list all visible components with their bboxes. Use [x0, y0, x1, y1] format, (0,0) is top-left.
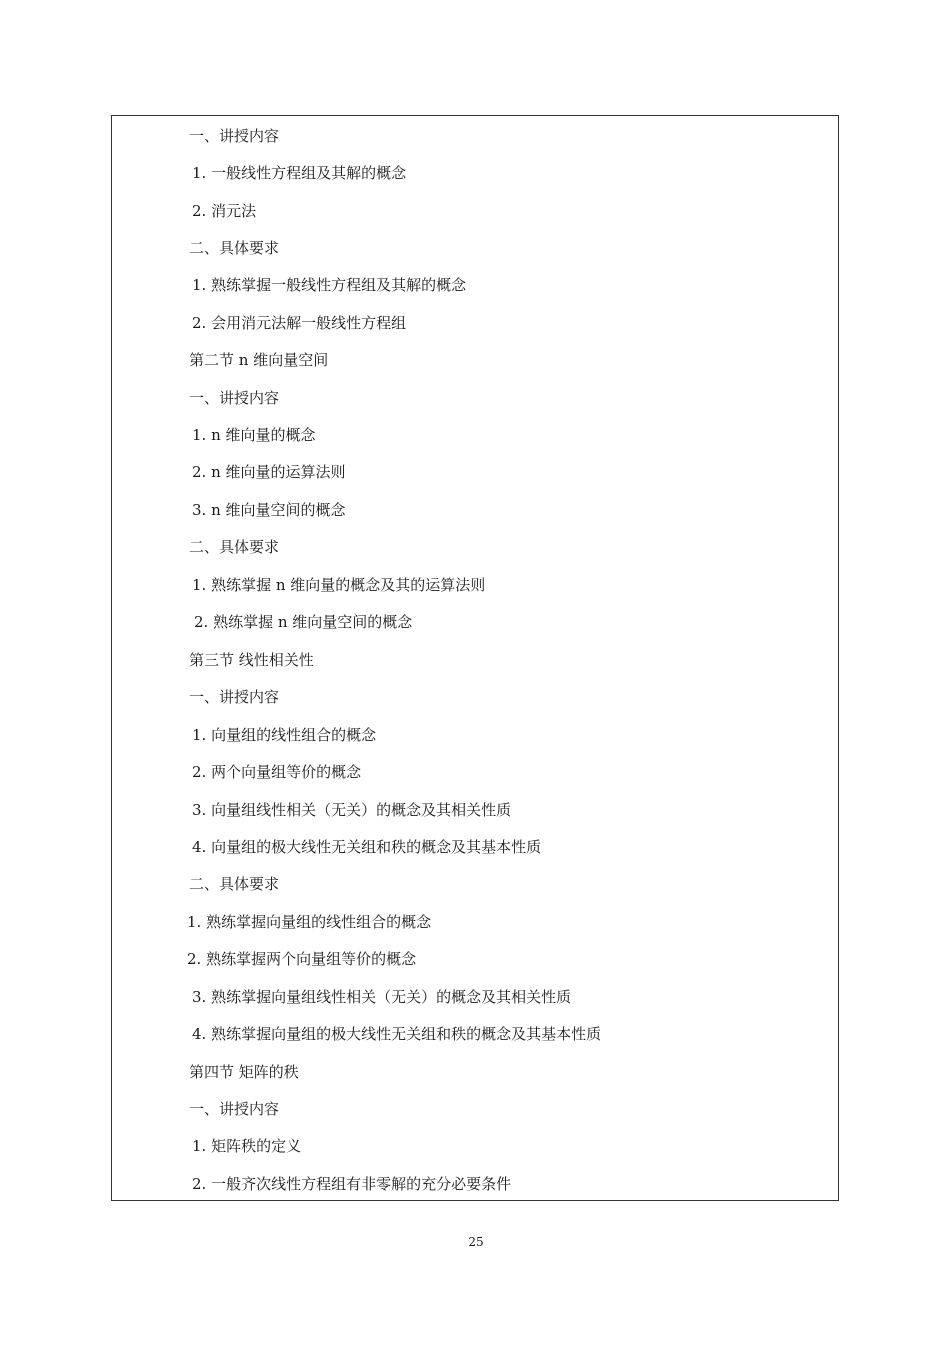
- list-item: 1. n 维向量的概念: [192, 426, 316, 444]
- heading-lecture-content: 一、讲授内容: [189, 389, 280, 407]
- list-item: 2. 会用消元法解一般线性方程组: [192, 314, 407, 332]
- list-item: 1. 熟练掌握向量组的线性组合的概念: [187, 913, 432, 931]
- list-item: 3. n 维向量空间的概念: [192, 501, 346, 519]
- page-number: 25: [468, 1235, 484, 1249]
- list-item: 1. 熟练掌握 n 维向量的概念及其的运算法则: [192, 576, 486, 594]
- list-item: 1. 矩阵秩的定义: [192, 1137, 302, 1155]
- list-item: 1. 一般线性方程组及其解的概念: [192, 164, 407, 182]
- list-item: 4. 熟练掌握向量组的极大线性无关组和秩的概念及其基本性质: [192, 1025, 602, 1043]
- heading-requirements: 二、具体要求: [189, 538, 280, 556]
- list-item: 2. 一般齐次线性方程组有非零解的充分必要条件: [192, 1175, 512, 1193]
- list-item: 4. 向量组的极大线性无关组和秩的概念及其基本性质: [192, 838, 542, 856]
- list-item: 2. 消元法: [192, 202, 257, 220]
- list-item: 3. 熟练掌握向量组线性相关（无关）的概念及其相关性质: [192, 988, 572, 1006]
- heading-requirements: 二、具体要求: [189, 239, 280, 257]
- list-item: 2. 熟练掌握 n 维向量空间的概念: [194, 613, 413, 631]
- list-item: 2. n 维向量的运算法则: [192, 463, 346, 481]
- section-title: 第四节 矩阵的秩: [189, 1063, 299, 1081]
- list-item: 2. 熟练掌握两个向量组等价的概念: [187, 950, 417, 968]
- list-item: 2. 两个向量组等价的概念: [192, 763, 362, 781]
- section-title: 第二节 n 维向量空间: [189, 351, 329, 369]
- section-title: 第三节 线性相关性: [189, 651, 314, 669]
- list-item: 1. 熟练掌握一般线性方程组及其解的概念: [192, 276, 467, 294]
- list-item: 1. 向量组的线性组合的概念: [192, 726, 377, 744]
- heading-lecture-content: 一、讲授内容: [189, 127, 280, 145]
- list-item: 3. 向量组线性相关（无关）的概念及其相关性质: [192, 801, 512, 819]
- heading-lecture-content: 一、讲授内容: [189, 688, 280, 706]
- heading-lecture-content: 一、讲授内容: [189, 1100, 280, 1118]
- content-frame: [111, 115, 839, 1201]
- heading-requirements: 二、具体要求: [189, 875, 280, 893]
